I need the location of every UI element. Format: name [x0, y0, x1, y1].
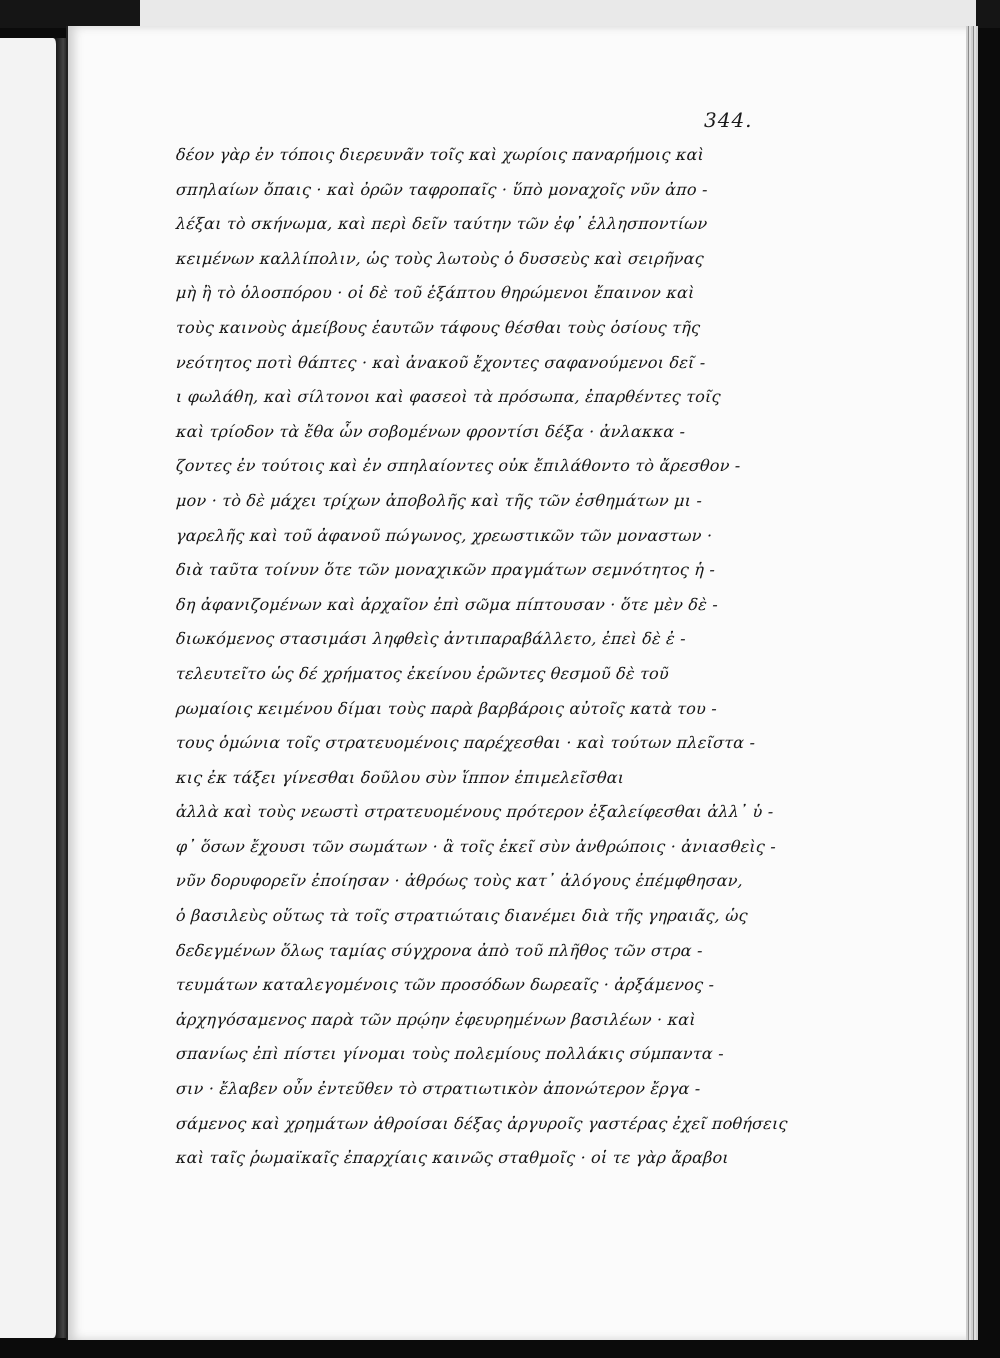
text-line: κις ἐκ τάξει γίνεσθαι δοῦλου σὺν ἵππον ἐπιμελεῖσθαι: [175, 767, 625, 787]
text-line: τευμάτων καταλεγομένοις τῶν προσόδων δωρεαῖς · ἀρξάμενος -: [175, 975, 715, 995]
left-facing-page: [0, 38, 59, 1338]
text-line: λέξαι τὸ σκήνωμα, καὶ περὶ δεῖν ταύτην τῶν ἐφ᾽ ἑλλησποντίων: [175, 214, 709, 234]
text-line: νεότητος ποτὶ θάπτες · καὶ ἀνακοῦ ἔχοντες σαφανούμενοι δεῖ -: [175, 352, 707, 372]
text-line: καὶ ταῖς ῥωμαϊκαῖς ἐπαρχίαις καινῶς σταθμοῖς · οἱ τε γὰρ ἄραβοι: [175, 1148, 730, 1168]
text-line: τους ὁμώνια τοῖς στρατευομένοις παρέχεσθαι · καὶ τούτων πλεῖστα -: [175, 733, 756, 753]
text-line: τοὺς καινοὺς ἀμείβους ἑαυτῶν τάφους θέσθαι τοὺς ὁσίους τῆς: [175, 317, 701, 337]
text-line: φ᾽ ὅσων ἔχουσι τῶν σωμάτων · ἃ τοῖς ἐκεῖ σὺν ἀνθρώποις · ἀνιασθεὶς -: [175, 836, 777, 856]
text-line: κειμένων καλλίπολιν, ὡς τοὺς λωτοὺς ὁ δυσσεὺς καὶ σειρῆνας: [175, 248, 705, 268]
text-line: ἀρχηγόσαμενος παρὰ τῶν πρῴην ἐφευρημένων βασιλέων · καὶ: [175, 1009, 697, 1029]
overlay-card: [140, 0, 976, 27]
text-line: σάμενος καὶ χρημάτων ἀθροίσαι δέξας ἀργυροῖς γαστέρας ἐχεῖ ποθήσεις: [175, 1113, 789, 1133]
text-line: ἀλλὰ καὶ τοὺς νεωστὶ στρατευομένους πρότερον ἐξαλείφεσθαι ἀλλ᾽ ὑ -: [175, 802, 775, 822]
text-line: γαρελῆς καὶ τοῦ ἀφανοῦ πώγωνος, χρεωστικῶν τῶν μοναστων ·: [175, 525, 713, 545]
text-line: ζοντες ἐν τούτοις καὶ ἐν σπηλαίοντες οὐκ ἔπιλάθοντο τὸ ἄρεσθον -: [175, 456, 742, 476]
page-edges: [966, 26, 978, 1340]
text-line: δη ἀφανιζομένων καὶ ἀρχαῖον ἐπὶ σῶμα πίπτουσαν · ὅτε μὲν δὲ -: [175, 594, 719, 614]
text-line: ὁ βασιλεὺς οὕτως τὰ τοῖς στρατιώταις διανέμει διὰ τῆς γηραιᾶς, ὡς: [175, 906, 749, 926]
text-line: σπηλαίων ὄπαις · καὶ ὀρῶν ταφροπαῖς · ὕπὸ μοναχοῖς νῦν ἀπο -: [175, 179, 709, 199]
text-line: καὶ τρίοδον τὰ ἔθα ὧν σοβομένων φροντίσι δέξα · ἀνλακκα -: [175, 421, 686, 441]
text-line: ι φωλάθη, καὶ σίλτονοι καὶ φασεοὶ τὰ πρόσωπα, ἐπαρθέντες τοῖς: [175, 387, 722, 407]
text-line: σιν · ἔλαβεν οὖν ἐντεῦθεν τὸ στρατιωτικὸν ἀπονώτερον ἔργα -: [175, 1079, 702, 1099]
text-line: διὰ ταῦτα τοίνυν ὅτε τῶν μοναχικῶν πραγμάτων σεμνότητος ἡ -: [175, 560, 716, 580]
text-line: διωκόμενος στασιμάσι ληφθεὶς ἀντιπαραβάλλετο, ἐπεὶ δὲ ἐ -: [175, 629, 687, 649]
manuscript-text: [175, 138, 789, 1176]
text-line: τελευτεῖτο ὡς δέ χρήματος ἐκείνου ἐρῶντες θεσμοῦ δὲ τοῦ: [175, 663, 670, 683]
text-line: ρωμαίοις κειμένου δίμαι τοὺς παρὰ βαρβάροις αὐτοῖς κατὰ του -: [175, 698, 718, 718]
text-line: μὴ ἢ τὸ ὁλοσπόρου · οἱ δὲ τοῦ ἑξάπτου θηρώμενοι ἔπαινον καὶ: [175, 283, 696, 303]
page-number: 344.: [704, 108, 753, 132]
text-line: δέον γὰρ ἐν τόποις διερευνᾶν τοῖς καὶ χωρίοις παναρήμοις καὶ: [175, 145, 705, 164]
text-line: νῦν δορυφορεῖν ἐποίησαν · ἀθρόως τοὺς κατ᾽ ἀλόγους ἐπέμφθησαν,: [175, 871, 744, 891]
text-line: μον · τὸ δὲ μάχει τρίχων ἀποβολῆς καὶ τῆς τῶν ἐσθημάτων μι -: [175, 490, 703, 510]
text-line: δεδεγμένων ὅλως ταμίας σύγχρονα ἀπὸ τοῦ πλῆθος τῶν στρα -: [175, 940, 704, 960]
text-line: σπανίως ἐπὶ πίστει γίνομαι τοὺς πολεμίους πολλάκις σύμπαντα -: [175, 1044, 725, 1064]
